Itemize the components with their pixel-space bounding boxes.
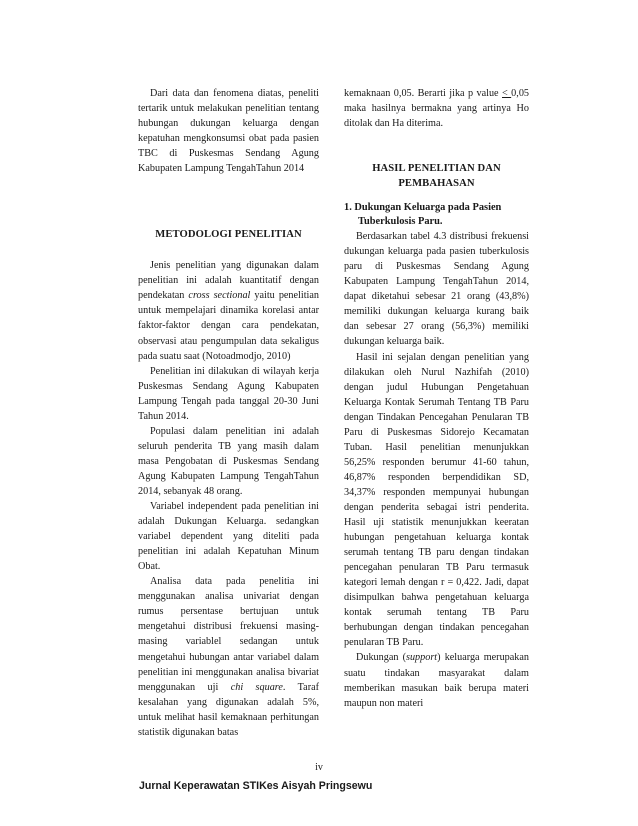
results-heading: HASIL PENELITIAN DAN PEMBAHASAN [372,163,501,190]
section-1-heading: 1. Dukungan Keluarga pada Pasien Tuberkulosis Paru. [344,202,502,228]
methodology-paragraph-2: Penelitian ini dilakukan di wilayah kerja Puskesmas Sendang Agung Kabupaten Lampung Tengah pada tanggal 20-30 Juni Tahun 2014. [138,365,319,422]
results-paragraph-2: Hasil ini sejalan dengan penelitian yang dilakukan oleh Nurul Nazhifah (2010) dengan judul Hubungan Pengetahuan Keluarga Kontak Serumah Tentang TB Paru dengan Tindakan Pencegahan Penularan TB Paru di Puskesmas Sidorejo Kecamatan Tuban. Hasil penelitian menunjukkan 56,25% responden berumur 41-60 tahun, 46,87% responden berpendidikan SD, 34,37% responden mempunyai hubungan dengan penderita sebagai istri penderita. Hasil uji statistik menunjukkan keeratan hubungan pengetahuan keluarga kontak serumah tentang TB paru dengan tindakan pencegahan penularan TB Paru termasuk kategori lemah dengan r = 0,422. Jadi, dapat disimpulkan bahwa pengetahuan keluarga kontak serumah tentang TB Paru berhubungan dengan tindakan pencegahan penularan TB Paru. [344,351,529,649]
methodology-paragraph-3: Populasi dalam penelitian ini adalah seluruh penderita TB yang masih dalam masa Pengobatan di Puskesmas Sendang Agung Kabupaten Lampung TengahTahun 2014, sebanyak 48 orang. [138,425,319,497]
methodology-paragraph-4: Variabel independent pada penelitian ini adalah Dukungan Keluarga. sedangkan variabel dependent yang diteliti pada penelitian ini adalah Kepatuhan Minum Obat. [138,501,319,573]
journal-footer: Jurnal Keperawatan STIKes Aisyah Pringsewu [139,780,373,792]
right-column [344,86,529,711]
methodology-heading: METODOLOGI PENELITIAN [155,229,302,241]
left-column [138,86,319,740]
methodology-paragraph-5: Analisa data pada penelitia ini menggunakan analisa univariat dengan rumus persentase bertujuan untuk mengetahui distribusi frekuensi masing-masing variablel sedangan untuk mengetahui hubungan antar variabel dalam penelitian ini menggunakan analisa bivariat menggunakan uji chi square. Taraf kesalahan yang digunakan adalah 5%, untuk melihat hasil kemaknaan perhitungan statistik digunakan batas [138,576,320,738]
continuation-paragraph: kemaknaan 0,05. Berarti jika p value < 0,05 maka hasilnya bermakna yang artinya Ho ditolak dan Ha diterima. [344,88,529,130]
methodology-paragraph-1: Jenis penelitian yang digunakan dalam penelitian ini adalah kuantitatif dengan pendekatan cross sectional yaitu penelitian untuk mempelajari dinamika korelasi antar faktor-faktor dengan cara pendekatan, observasi atau pengumpulan data sekaligus pada suatu saat (Notoadmodjo, 2010) [138,260,319,362]
results-paragraph-1: Berdasarkan tabel 4.3 distribusi frekuensi dukungan keluarga pada pasien tuberkulosis paru di Puskesmas Sendang Agung Kabupaten Lampung TengahTahun 2014, dapat diketahui sebesar 21 orang (43,8%) memiliki dukungan keluarga kurang baik dan sebesar 27 orang (56,3%) memiliki dukungan keluarga baik. [344,231,529,348]
intro-paragraph: Dari data dan fenomena diatas, peneliti tertarik untuk melakukan penelitian tentang hubungan dukungan keluarga dengan kepatuhan mengkonsumsi obat pada pasien TBC di Puskesmas Sendang Agung Kabupaten Lampung TengahTahun 2014 [138,88,319,175]
page-number: iv [315,762,323,773]
results-paragraph-3: Dukungan (support) keluarga merupakan suatu tindakan masyarakat dalam memberikan masukan baik berupa materi maupun non materi [344,652,529,709]
